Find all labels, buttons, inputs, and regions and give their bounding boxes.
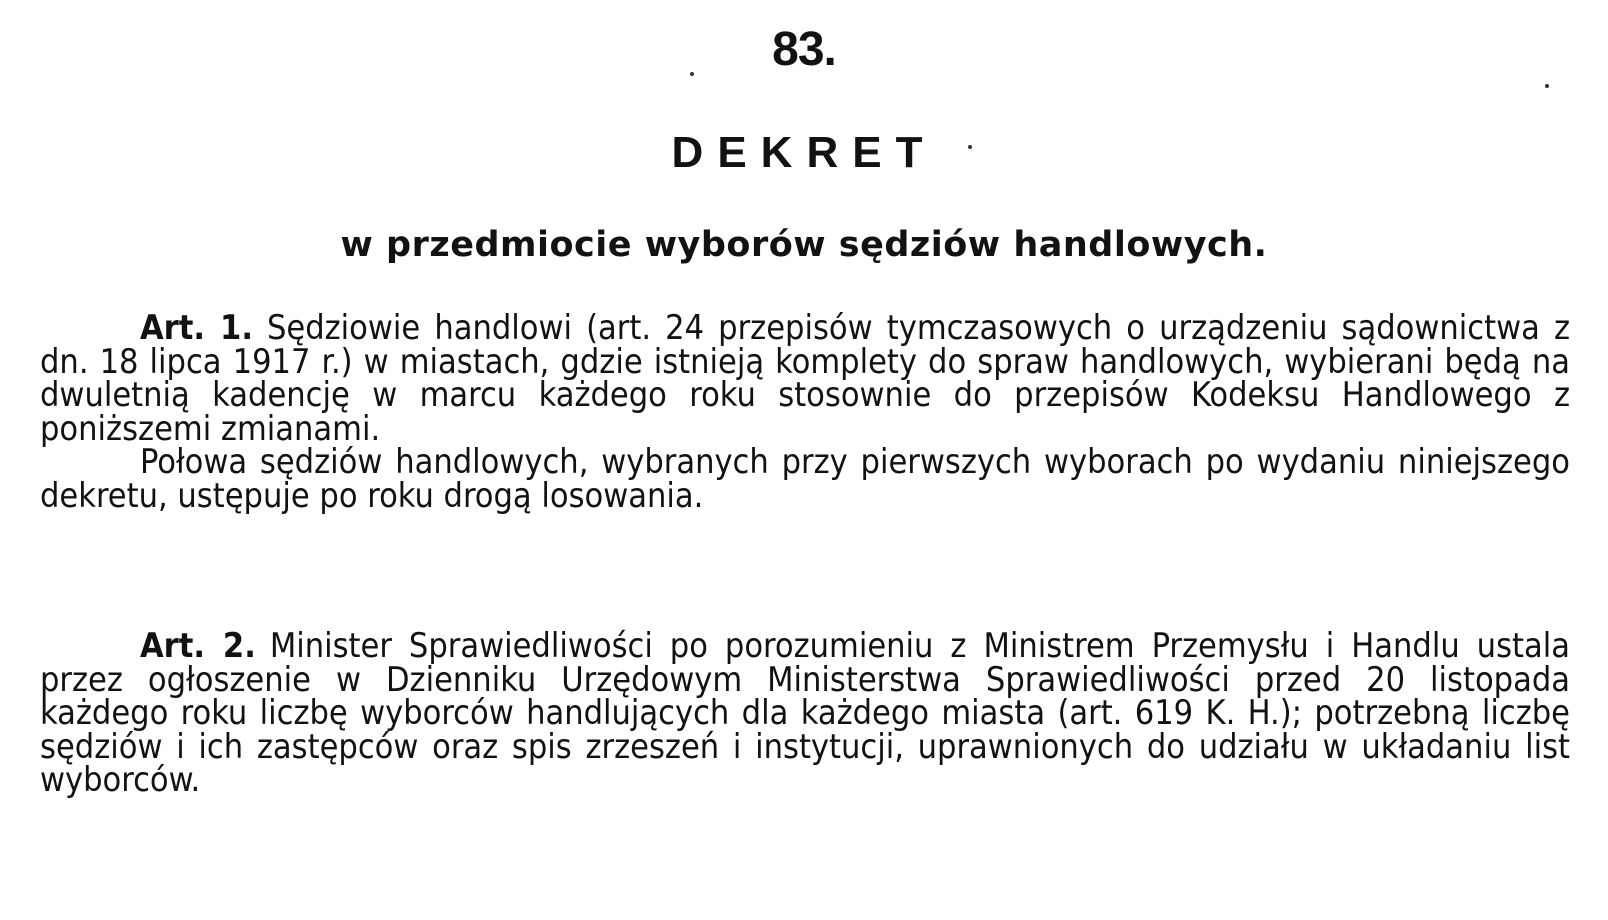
page-number: 83. <box>772 23 836 76</box>
print-speck <box>1545 84 1549 88</box>
article-1-paragraph-1 <box>40 308 1570 449</box>
article-1-text-2: Połowa sędziów handlowych, wybranych przy pierwszych wyborach po wydaniu niniejszego dekretu, ustępuje po roku drogą losowania. <box>40 442 1570 516</box>
article-1-label: Art. 1. <box>140 308 253 348</box>
print-speck <box>968 145 972 149</box>
print-speck <box>690 72 694 76</box>
article-1 <box>40 308 1570 516</box>
document-title: DEKRET <box>671 128 937 177</box>
article-2-paragraph-1 <box>40 626 1570 800</box>
document-subtitle: w przedmiocie wyborów sędziów handlowych. <box>340 225 1268 265</box>
article-2-text-1: Minister Sprawiedliwości po porozumieniu z Ministrem Przemysłu i Handlu ustala przez ogłoszenie w Dzienniku Urzędowym Ministerstwa Sprawiedliwości przed 20 listopada każdego roku liczbę wyborców handlujących dla każdego miasta (art. 619 K. H.); potrzebną liczbę sędziów i ich zastępców oraz spis zrzeszeń i instytucji, uprawnionych do udziału w układaniu list wyborców. <box>40 626 1570 800</box>
article-2 <box>40 626 1570 800</box>
article-1-text-1: Sędziowie handlowi (art. 24 przepisów tymczasowych o urządzeniu sądownictwa z dn. 18 lipca 1917 r.) w miastach, gdzie istnieją komplety do spraw handlowych, wybierani będą na dwuletnią kadencję w marcu każdego roku stosownie do przepisów Kodeksu Handlowego z poniższemi zmianami. <box>40 308 1570 449</box>
article-2-label: Art. 2. <box>140 626 256 666</box>
article-1-paragraph-2 <box>40 442 1570 516</box>
